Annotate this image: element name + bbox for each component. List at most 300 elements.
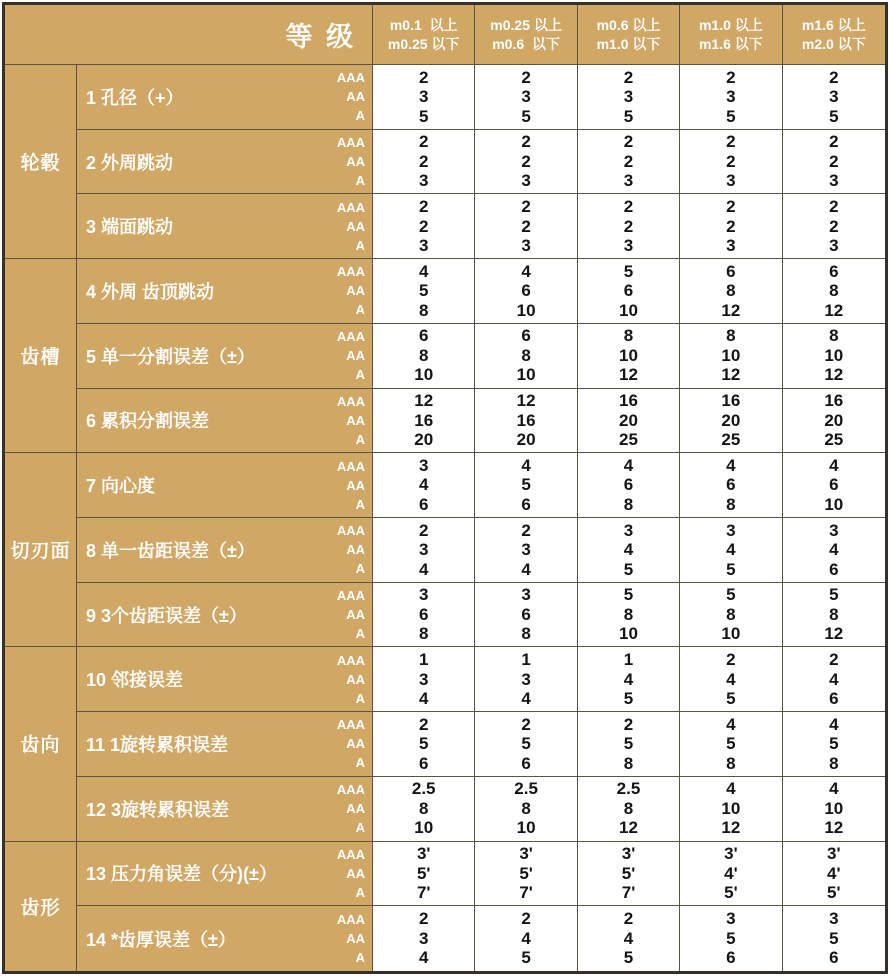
- value-line: 12: [516, 391, 536, 411]
- value-line: 2: [829, 132, 839, 152]
- value-line: 5: [829, 106, 839, 126]
- value-line: 5: [623, 559, 634, 579]
- value-line: 12: [414, 391, 434, 411]
- grade-label: A: [355, 626, 365, 642]
- value-cell: [783, 583, 885, 648]
- value-cell: [475, 324, 577, 389]
- row-label: 1 孔径（+）: [86, 87, 184, 108]
- module-range-header-5: [783, 5, 885, 65]
- value-line: 8: [521, 345, 531, 365]
- value-cell: [475, 389, 577, 454]
- value-line: 2: [521, 909, 531, 929]
- grade-label: AAA: [336, 523, 365, 539]
- value-line: 4: [418, 948, 429, 968]
- grade-label: A: [355, 302, 365, 318]
- value-line: 2: [829, 151, 839, 171]
- value-line: 2: [521, 151, 531, 171]
- value-line: 2: [418, 67, 429, 87]
- value-line: 5': [621, 863, 636, 883]
- value-line: 4: [418, 475, 429, 495]
- value-line: 3: [418, 928, 429, 948]
- value-line: 5: [726, 106, 736, 126]
- module-range-lower: m0.25 以下: [387, 35, 460, 52]
- value-line: 5: [726, 734, 736, 754]
- value-cell: [680, 777, 782, 842]
- value-line: 3: [726, 236, 736, 256]
- value-line: 6: [418, 604, 429, 624]
- value-cell: [373, 259, 475, 324]
- value-line: 3: [521, 171, 531, 191]
- grade-label: AAA: [336, 264, 365, 280]
- value-line: 5: [726, 585, 736, 605]
- value-line: 6: [726, 948, 736, 968]
- value-line: 3': [416, 844, 431, 864]
- value-line: 3: [726, 87, 736, 107]
- value-line: 2: [521, 197, 531, 217]
- value-line: 2: [521, 67, 531, 87]
- value-line: 20: [824, 410, 844, 430]
- value-cell: [680, 389, 782, 454]
- value-line: 3: [623, 171, 634, 191]
- value-line: 4: [623, 669, 634, 689]
- group-cell-1: 轮毂: [5, 65, 77, 259]
- value-line: 2: [829, 67, 839, 87]
- value-line: 2: [726, 197, 736, 217]
- value-line: 1: [623, 650, 634, 670]
- value-line: 8: [418, 624, 429, 644]
- value-cell: [680, 130, 782, 195]
- value-line: 8: [418, 798, 429, 818]
- module-range-lower: m1.0 以下: [596, 35, 661, 52]
- value-line: 8: [726, 281, 736, 301]
- value-line: 2: [418, 216, 429, 236]
- row-label: 14 *齿厚误差（±）: [86, 929, 236, 950]
- grade-label: AAA: [336, 588, 365, 604]
- value-line: 4: [521, 261, 531, 281]
- module-range-upper: m1.0 以上: [698, 16, 763, 33]
- value-line: 10: [516, 818, 536, 838]
- value-line: 10: [414, 818, 434, 838]
- value-line: 3': [621, 844, 636, 864]
- value-line: 2: [726, 132, 736, 152]
- row-name-cell: [77, 842, 373, 907]
- value-cell: [578, 324, 680, 389]
- value-cell: [783, 712, 885, 777]
- value-cell: [680, 453, 782, 518]
- grade-labels: [337, 259, 365, 323]
- value-line: 2: [521, 520, 531, 540]
- value-line: 10: [619, 345, 638, 365]
- value-cell: [373, 453, 475, 518]
- value-line: 3: [623, 87, 634, 107]
- value-line: 12: [721, 365, 741, 385]
- value-line: 2: [521, 714, 531, 734]
- value-line: 5: [726, 928, 736, 948]
- grade-label: A: [355, 884, 365, 900]
- value-cell: [475, 842, 577, 907]
- group-cell-4: 齿向: [5, 647, 77, 841]
- value-line: 10: [824, 798, 844, 818]
- value-line: 3: [829, 171, 839, 191]
- module-range-header-2: [475, 5, 577, 65]
- value-line: 3: [829, 520, 839, 540]
- value-line: 5': [827, 883, 841, 903]
- value-line: 8: [418, 345, 429, 365]
- value-line: 5: [623, 585, 634, 605]
- row-name-cell: [77, 453, 373, 518]
- value-line: 16: [414, 410, 434, 430]
- value-line: 6: [418, 753, 429, 773]
- grade-label: A: [355, 431, 365, 447]
- value-line: 3: [521, 540, 531, 560]
- value-line: 8: [623, 604, 634, 624]
- value-line: 6: [829, 689, 839, 709]
- value-line: 2: [726, 650, 736, 670]
- value-cell: [783, 842, 885, 907]
- value-line: 2: [623, 67, 634, 87]
- value-line: 6: [829, 559, 839, 579]
- value-line: 12: [721, 300, 741, 320]
- module-range-upper: m0.1 以上: [389, 16, 458, 33]
- value-line: 6: [521, 494, 531, 514]
- value-cell: [578, 583, 680, 648]
- value-line: 2: [521, 216, 531, 236]
- value-line: 4: [623, 455, 634, 475]
- value-line: 2: [418, 197, 429, 217]
- grade-labels: [337, 65, 365, 129]
- grade-labels: [337, 777, 365, 841]
- value-line: 12: [824, 818, 844, 838]
- value-cell: [578, 906, 680, 971]
- grade-header-cell: [5, 5, 373, 65]
- value-cell: [578, 389, 680, 454]
- value-line: 16: [824, 391, 844, 411]
- grade-label: AAA: [336, 652, 365, 668]
- value-line: 8: [829, 281, 839, 301]
- module-range-lower: m1.6 以下: [698, 35, 763, 52]
- value-line: 2.5: [616, 779, 641, 799]
- value-line: 25: [619, 430, 638, 450]
- value-line: 5: [521, 475, 531, 495]
- value-line: 10: [516, 365, 536, 385]
- row-name-cell: [77, 518, 373, 583]
- grade-labels: [337, 647, 365, 711]
- value-line: 2: [726, 67, 736, 87]
- value-line: 8: [521, 624, 531, 644]
- value-line: 3: [521, 236, 531, 256]
- value-cell: [578, 842, 680, 907]
- row-label: 5 单一分割误差（±）: [86, 346, 255, 367]
- value-line: 10: [721, 624, 741, 644]
- value-cell: [578, 259, 680, 324]
- value-line: 2: [726, 151, 736, 171]
- value-line: 2: [418, 909, 429, 929]
- grade-label: AAA: [336, 717, 365, 733]
- value-cell: [373, 130, 475, 195]
- value-cell: [783, 65, 885, 130]
- group-cell-2: 齿槽: [5, 259, 77, 453]
- value-cell: [373, 583, 475, 648]
- value-line: 5': [416, 863, 431, 883]
- grade-label: AA: [346, 218, 365, 234]
- grade-label: AA: [346, 542, 365, 558]
- grade-labels: [337, 518, 365, 582]
- value-line: 8: [726, 326, 736, 346]
- value-line: 5: [726, 689, 736, 709]
- grade-label: AA: [346, 154, 365, 170]
- value-line: 3: [418, 540, 429, 560]
- value-line: 6: [521, 281, 531, 301]
- module-range-header-4: [680, 5, 782, 65]
- value-line: 3': [827, 844, 841, 864]
- value-line: 12: [824, 624, 844, 644]
- row-label: 6 累积分割误差: [86, 411, 210, 432]
- module-range-upper: m0.25 以上: [490, 16, 562, 33]
- value-cell: [680, 194, 782, 259]
- value-line: 4: [726, 779, 736, 799]
- grade-labels: [337, 194, 365, 258]
- grade-label: AA: [346, 89, 365, 105]
- grade-label: AAA: [336, 393, 365, 409]
- value-line: 5: [623, 261, 634, 281]
- value-cell: [680, 518, 782, 583]
- grade-label: AAA: [336, 70, 365, 86]
- grade-label: AA: [346, 348, 365, 364]
- value-line: 8: [623, 753, 634, 773]
- value-cell: [783, 647, 885, 712]
- value-line: 4: [726, 540, 736, 560]
- value-line: 2: [521, 132, 531, 152]
- value-line: 4': [724, 863, 738, 883]
- row-label: 9 3个齿距误差（±）: [86, 605, 247, 626]
- grade-labels: [337, 842, 365, 906]
- value-line: 2: [418, 520, 429, 540]
- value-cell: [475, 777, 577, 842]
- value-line: 2: [418, 714, 429, 734]
- row-label: 11 1旋转累积误差: [86, 734, 229, 755]
- value-line: 8: [418, 300, 429, 320]
- value-line: 4: [829, 540, 839, 560]
- value-line: 3: [418, 455, 429, 475]
- grade-label: AAA: [336, 912, 365, 928]
- value-line: 2: [829, 197, 839, 217]
- value-line: 4: [521, 928, 531, 948]
- row-name-cell: [77, 389, 373, 454]
- value-line: 5: [623, 734, 634, 754]
- value-line: 4: [521, 455, 531, 475]
- value-cell: [680, 647, 782, 712]
- value-line: 5: [521, 734, 531, 754]
- value-line: 2: [726, 216, 736, 236]
- value-cell: [373, 324, 475, 389]
- value-line: 7': [621, 883, 636, 903]
- value-line: 12: [824, 300, 844, 320]
- value-line: 2: [623, 197, 634, 217]
- group-cell-5: 齿形: [5, 842, 77, 971]
- value-line: 25: [824, 430, 844, 450]
- value-cell: [783, 777, 885, 842]
- value-line: 6: [829, 948, 839, 968]
- module-range-header-3: [578, 5, 680, 65]
- grade-label: A: [355, 561, 365, 577]
- value-line: 10: [721, 798, 741, 818]
- value-cell: [373, 906, 475, 971]
- value-line: 4': [827, 863, 841, 883]
- value-line: 8: [521, 798, 531, 818]
- value-line: 5: [418, 281, 429, 301]
- value-line: 4: [829, 714, 839, 734]
- value-line: 4: [829, 455, 839, 475]
- value-line: 6: [418, 494, 429, 514]
- value-line: 3: [418, 171, 429, 191]
- value-line: 3: [829, 87, 839, 107]
- module-range-upper: m1.6 以上: [801, 16, 866, 33]
- value-line: 1: [521, 650, 531, 670]
- value-cell: [578, 65, 680, 130]
- value-line: 3: [418, 87, 429, 107]
- grade-label: AAA: [336, 782, 365, 798]
- value-line: 5: [829, 928, 839, 948]
- row-name-cell: [77, 324, 373, 389]
- value-line: 2: [623, 909, 634, 929]
- value-cell: [373, 842, 475, 907]
- row-name-cell: [77, 130, 373, 195]
- value-line: 8: [726, 604, 736, 624]
- grade-labels: [337, 583, 365, 647]
- value-line: 2: [623, 714, 634, 734]
- value-line: 16: [516, 410, 536, 430]
- value-line: 3: [623, 236, 634, 256]
- value-line: 2.5: [411, 779, 436, 799]
- value-line: 5': [724, 883, 738, 903]
- module-range-lower: m0.6 以下: [492, 35, 560, 52]
- value-cell: [578, 518, 680, 583]
- row-name-cell: [77, 712, 373, 777]
- value-line: 3: [418, 585, 429, 605]
- grade-label: AAA: [336, 329, 365, 345]
- value-line: 6: [623, 475, 634, 495]
- value-cell: [680, 842, 782, 907]
- value-line: 5: [418, 106, 429, 126]
- value-line: 8: [726, 494, 736, 514]
- value-cell: [373, 389, 475, 454]
- grade-label: AA: [346, 801, 365, 817]
- value-line: 4: [623, 928, 634, 948]
- value-line: 20: [516, 430, 536, 450]
- value-cell: [680, 583, 782, 648]
- value-line: 3: [521, 669, 531, 689]
- value-cell: [578, 194, 680, 259]
- value-line: 6: [726, 261, 736, 281]
- row-label: 2 外周跳动: [86, 152, 174, 173]
- value-cell: [680, 65, 782, 130]
- grade-label: AA: [346, 865, 365, 881]
- value-line: 4: [726, 669, 736, 689]
- value-line: 8: [829, 604, 839, 624]
- grade-label: AA: [346, 736, 365, 752]
- value-line: 5: [829, 734, 839, 754]
- grade-label: AAA: [336, 458, 365, 474]
- value-line: 2: [623, 132, 634, 152]
- value-cell: [475, 518, 577, 583]
- value-line: 5: [623, 689, 634, 709]
- value-line: 5: [829, 585, 839, 605]
- row-name-cell: [77, 583, 373, 648]
- gear-tolerance-table: [2, 2, 888, 974]
- value-line: 3: [726, 520, 736, 540]
- value-line: 3: [623, 520, 634, 540]
- value-line: 3: [726, 171, 736, 191]
- value-line: 16: [619, 391, 638, 411]
- grade-label: AAA: [336, 135, 365, 151]
- value-line: 3: [726, 909, 736, 929]
- value-cell: [680, 259, 782, 324]
- value-line: 7': [519, 883, 533, 903]
- grade-label: AAA: [336, 846, 365, 862]
- value-line: 8: [829, 326, 839, 346]
- value-line: 1: [418, 650, 429, 670]
- value-cell: [783, 130, 885, 195]
- value-line: 3': [724, 844, 738, 864]
- value-cell: [373, 777, 475, 842]
- value-line: 6: [521, 604, 531, 624]
- grade-label: A: [355, 237, 365, 253]
- row-label: 4 外周 齿顶跳动: [86, 281, 215, 302]
- grade-label: AA: [346, 931, 365, 947]
- value-cell: [680, 324, 782, 389]
- value-line: 4: [521, 689, 531, 709]
- value-line: 4: [829, 779, 839, 799]
- row-name-cell: [77, 777, 373, 842]
- value-cell: [578, 130, 680, 195]
- value-cell: [680, 712, 782, 777]
- value-line: 4: [521, 559, 531, 579]
- grade-label: A: [355, 690, 365, 706]
- value-line: 6: [418, 326, 429, 346]
- value-line: 5: [418, 734, 429, 754]
- row-label: 7 向心度: [86, 476, 156, 497]
- value-line: 2: [623, 216, 634, 236]
- grade-label: AAA: [336, 199, 365, 215]
- grade-label: AA: [346, 671, 365, 687]
- grade-label: AA: [346, 412, 365, 428]
- value-line: 5: [623, 106, 634, 126]
- grade-labels: [337, 130, 365, 194]
- value-cell: [578, 453, 680, 518]
- module-range-header-1: [373, 5, 475, 65]
- value-cell: [783, 518, 885, 583]
- value-line: 6: [829, 475, 839, 495]
- grade-label: A: [355, 820, 365, 836]
- grade-label: AA: [346, 477, 365, 493]
- value-line: 3: [521, 87, 531, 107]
- value-line: 20: [414, 430, 434, 450]
- value-line: 12: [619, 365, 638, 385]
- value-line: 5': [519, 863, 533, 883]
- value-cell: [783, 389, 885, 454]
- row-name-cell: [77, 259, 373, 324]
- module-range-upper: m0.6 以上: [596, 16, 661, 33]
- value-line: 2: [623, 151, 634, 171]
- value-line: 4: [623, 540, 634, 560]
- value-line: 4: [726, 714, 736, 734]
- value-line: 2: [418, 151, 429, 171]
- value-cell: [783, 324, 885, 389]
- value-line: 16: [721, 391, 741, 411]
- value-cell: [475, 259, 577, 324]
- value-line: 10: [619, 624, 638, 644]
- value-cell: [783, 906, 885, 971]
